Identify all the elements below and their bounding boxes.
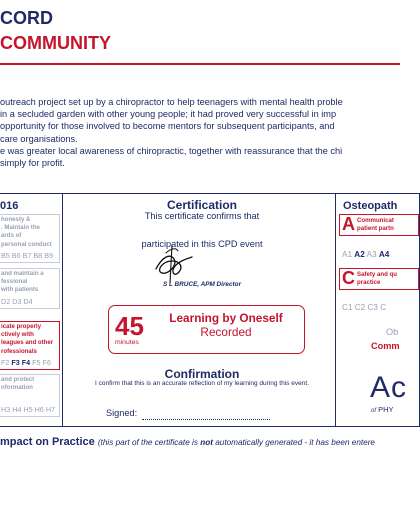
activity-description [0,96,420,169]
standard-codes: B5 B6 B7 B8 B9 [1,250,53,260]
title-divider [0,63,400,65]
description-line: in a secluded garden with other young people; it had proved very successful in imp [0,109,337,120]
category-letter: C [342,268,355,288]
standard-codes: D2 D3 D4 [1,296,33,306]
description-line: care organisations. [0,133,78,144]
category-title: Safety and qu practice [357,271,397,286]
certification-heading: Certification [166,198,237,212]
standard-block-f [0,321,60,370]
logo-tagline: of PHY [371,405,394,414]
category-c-codes: C1 C2 C3 C [342,303,387,312]
impact-note: (this part of the certificate is not automatically generated - it has been entere [97,438,375,447]
category-title: Communicat patient partn [357,217,394,232]
standard-block-d [0,268,60,309]
standard-codes: F2 F3 F4 F5 F6 [1,357,51,367]
categories-heading: Osteopath [343,200,398,212]
certification-subtitle: This certificate confirms that [144,211,260,221]
page-subtitle: COMMUNITY [0,33,111,53]
standard-block-h [0,374,60,417]
description-line: e was greater local awareness of chiropractic, together with reassurance that the chi [0,145,343,156]
minutes-value: 45 [115,311,144,341]
signer-name: S L BRUCE, APM Director [162,281,242,288]
impact-title: mpact on Practice [0,436,95,448]
impact-heading [0,436,375,448]
column-divider-right [335,193,336,427]
signature-line [142,419,270,420]
standard-title: and protect nformation [1,376,35,392]
standard-block-b [0,214,60,263]
standards-heading: 016 [0,200,19,212]
description-line: opportunity for those involved to become mentors for subsequent participants, and [0,121,335,132]
minutes-label: minutes [115,339,139,346]
category-a-codes: A1 A2 A3 A4 [342,250,390,259]
signature-image [148,243,196,283]
objective-value: Comm [371,341,400,351]
category-a [339,214,419,236]
standard-title: icate properly ctively with leagues and other rofessionals [1,323,54,355]
objective-label: Ob [386,327,399,337]
standard-codes: H3 H4 H5 H6 H7 [1,405,56,415]
confirmation-heading: Confirmation [164,367,240,381]
organisation-logo: Ac [370,371,408,404]
confirmation-text: I confirm that this is an accurate reflection of my learning during this event. [95,380,309,387]
standard-title: and maintain a fessional with patients [1,270,44,294]
learning-status: Recorded [200,325,252,339]
column-divider-left [62,193,63,427]
description-line: outreach project set up by a chiropractor to help teenagers with mental health proble [0,97,343,107]
learning-type: Learning by Oneself [169,311,283,325]
description-line: simply for profit. [0,158,65,169]
category-c [339,268,419,290]
page-title: CORD [0,8,53,28]
category-letter: A [342,214,355,234]
signed-label: Signed: [106,408,138,418]
certification-event-text: participated in this CPD event [141,239,263,249]
standard-title: honesty & . Maintain the ards of personal conduct [1,216,52,248]
